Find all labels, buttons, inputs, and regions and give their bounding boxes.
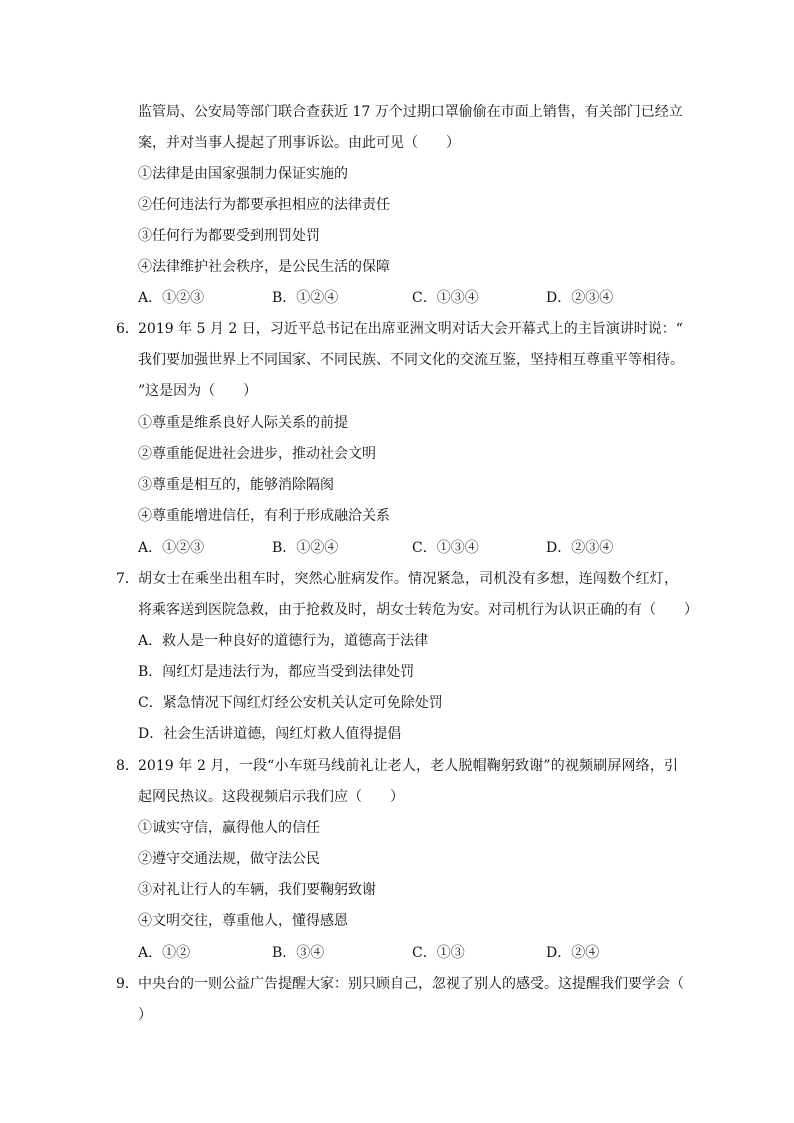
- q5-statement-4: ④法律维护社会秩序，是公民生活的保障: [138, 259, 390, 275]
- q8-option-d: D．②④: [546, 945, 600, 961]
- q5-stem-line-2: 案，并对当事人提起了刑事诉讼。由此可见（ ）: [138, 135, 460, 151]
- q6-statement-2: ②尊重能促进社会进步，推动社会文明: [138, 446, 376, 462]
- q6-statement-1: ①尊重是维系良好人际关系的前提: [138, 415, 348, 431]
- q9-number: 9．: [116, 976, 139, 992]
- q7-option-c: C．紧急情况下闯红灯经公安机关认定可免除处罚: [138, 695, 443, 711]
- q6-stem-line-1: 2019 年 5 月 2 日，习近平总书记在出席亚洲文明对话大会开幕式上的主旨演讲时说：“: [138, 321, 683, 337]
- q5-option-c: C．①③④: [412, 290, 479, 306]
- q8-statement-3: ③对礼让行人的车辆，我们要鞠躬致谢: [138, 882, 376, 898]
- q5-option-d: D．②③④: [546, 290, 614, 306]
- q7-stem-line-1: 胡女士在乘坐出租车时，突然心脏病发作。情况紧急，司机没有多想，连闯数个红灯，: [138, 571, 678, 587]
- q8-number: 8．: [116, 758, 139, 774]
- q6-stem-line-2: 我们要加强世界上不同国家、不同民族、不同文化的交流互鉴，坚持相互尊重平等相待。: [138, 352, 684, 368]
- q5-stem-line-1: 监管局、公安局等部门联合查获近 17 万个过期口罩偷偷在市面上销售，有关部门已经立: [138, 104, 683, 120]
- q7-option-a: A．救人是一种良好的道德行为，道德高于法律: [138, 633, 429, 649]
- q5-statement-2: ②任何违法行为都要承担相应的法律责任: [138, 197, 390, 213]
- q7-option-d: D．社会生活讲道德，闯红灯救人值得提倡: [138, 726, 402, 742]
- q8-statement-2: ②遵守交通法规，做守法公民: [138, 851, 320, 867]
- q6-option-c: C．①③④: [412, 540, 479, 556]
- q5-statement-3: ③任何行为都要受到刑罚处罚: [138, 228, 320, 244]
- q6-stem-line-3: ”这是因为（ ）: [138, 383, 258, 399]
- q8-option-b: B．③④: [272, 945, 325, 961]
- q8-statement-4: ④文明交往，尊重他人，懂得感恩: [138, 913, 348, 929]
- q7-option-b: B．闯红灯是违法行为，都应当受到法律处罚: [138, 664, 415, 680]
- q8-option-c: C．①③: [412, 945, 465, 961]
- q8-statement-1: ①诚实守信，赢得他人的信任: [138, 820, 320, 836]
- q6-option-b: B．①②④: [272, 540, 339, 556]
- q6-statement-4: ④尊重能增进信任，有利于形成融洽关系: [138, 508, 390, 524]
- q6-number: 6．: [116, 321, 139, 337]
- q9-stem-line-2: ）: [138, 1007, 152, 1023]
- q6-statement-3: ③尊重是相互的，能够消除隔阂: [138, 477, 334, 493]
- q8-stem-line-2: 起网民热议。这段视频启示我们应（ ）: [138, 789, 404, 805]
- q8-stem-line-1: 2019 年 2 月，一段“小车斑马线前礼让老人，老人脱帽鞠躬致谢”的视频刷屏网络，引: [138, 758, 678, 774]
- q7-stem-line-2: 将乘客送到医院急救，由于抢救及时，胡女士转危为安。对司机行为认识正确的有（ ）: [138, 602, 698, 618]
- q8-option-a: A．①②: [138, 945, 191, 961]
- q6-option-d: D．②③④: [546, 540, 614, 556]
- q6-option-a: A．①②③: [138, 540, 205, 556]
- q7-number: 7．: [116, 571, 139, 587]
- q5-statement-1: ①法律是由国家强制力保证实施的: [138, 166, 348, 182]
- q5-option-b: B．①②④: [272, 290, 339, 306]
- q9-stem-line-1: 中央台的一则公益广告提醒大家：别只顾自己，忽视了别人的感受。这提醒我们要学会（: [138, 976, 684, 992]
- q5-option-a: A．①②③: [138, 290, 205, 306]
